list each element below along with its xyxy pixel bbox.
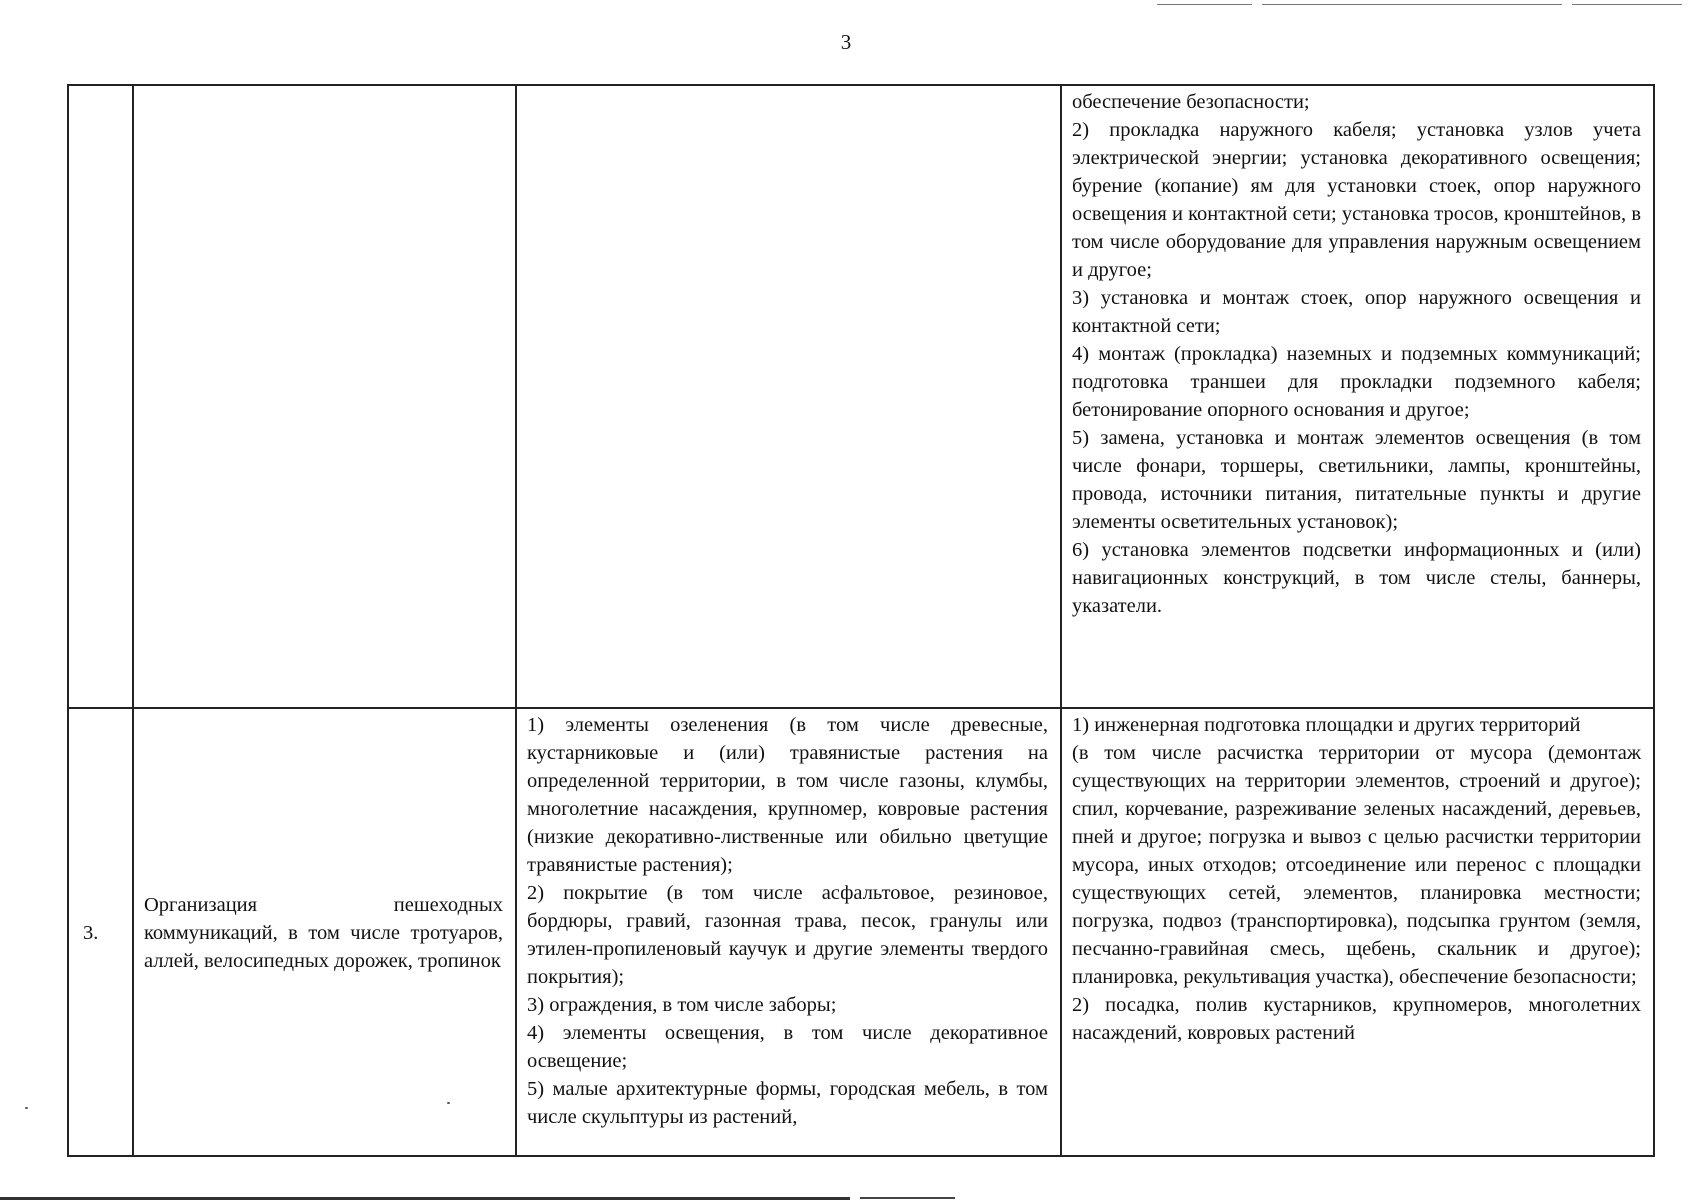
works-item: 6) установка элементов подсветки информационных и (или) навигационных конструкций, в том числе стелы, баннеры, указатели. (1072, 539, 1641, 617)
page-number: 3 (840, 30, 852, 54)
elements-item: 1) элементы озеленения (в том числе древесные, кустарниковые и (или) травянистые растения на определенной территории, в том числе газоны, клумбы, многолетние насаждения, крупномер, ковровые растения (низкие декоративно-лиственные или обильно цветущие травянистые растения); (527, 714, 1048, 876)
elements-item: 3) ограждения, в том числе заборы; (527, 994, 837, 1016)
elements-item: 5) малые архитектурные формы, городская мебель, в том числе скульптуры из растений, (527, 1078, 1048, 1128)
elements-item: 4) элементы освещения, в том числе декоративное освещение; (527, 1022, 1048, 1072)
scan-artifact-line (1262, 4, 1562, 5)
works-table (67, 84, 1655, 1157)
row-elements-cell (516, 85, 1061, 708)
row-name-cell: Организация пешеходных коммуникаций, в том числе тротуаров, аллей, велосипедных дорожек, тропинок (133, 708, 516, 1156)
works-item: (в том числе расчистка территории от мусора (демонтаж существующих на территории элементов, строений и другое); спил, корчевание, разреживание зеленых насаждений, деревьев, пней и другое; погрузка и вывоз с целью расчистки территории мусора, иных отходов; отсоединение или перенос с площадки существующих сетей, элементов, планировка местности; погрузка, подвоз (транспортировка), подсыпка грунтом (земля, песчанно-гравийная смесь, щебень, скальник и другое); планировка, рекультивация участка), обеспечение безопасности; (1072, 742, 1641, 988)
table-row (68, 708, 1654, 1156)
works-item: обеспечение безопасности; (1072, 91, 1310, 113)
scan-artifact-line (1572, 4, 1682, 5)
row-works-cell (1061, 708, 1654, 1156)
works-item: 5) замена, установка и монтаж элементов освещения (в том числе фонари, торшеры, светильники, лампы, кронштейны, провода, источники питания, питательные пункты и другие элементы осветительных установок); (1072, 427, 1641, 533)
scan-artifact-line (860, 1197, 955, 1199)
row-name-cell (133, 85, 516, 708)
works-item: 1) инженерная подготовка площадки и других территорий (1072, 714, 1581, 736)
row-elements-cell (516, 708, 1061, 1156)
scan-artifact-dot (25, 1107, 28, 1109)
table-row (68, 85, 1654, 708)
works-item: 4) монтаж (прокладка) наземных и подземных коммуникаций; подготовка траншеи для прокладки подземного кабеля; бетонирование опорного основания и другое; (1072, 343, 1641, 421)
works-item: 2) посадка, полив кустарников, крупномеров, многолетних насаждений, ковровых растений (1072, 994, 1641, 1044)
works-item: 2) прокладка наружного кабеля; установка узлов учета электрической энергии; установка декоративного освещения; бурение (копание) ям для установки стоек, опор наружного освещения и контактной сети; установка тросов, кронштейнов, в том числе оборудование для управления наружным освещением и другое; (1072, 119, 1641, 281)
row-works-cell (1061, 85, 1654, 708)
row-number-cell: 3. (68, 708, 133, 1156)
row-number-cell (68, 85, 133, 708)
works-item: 3) установка и монтаж стоек, опор наружного освещения и контактной сети; (1072, 287, 1641, 337)
elements-item: 2) покрытие (в том числе асфальтовое, резиновое, бордюры, гравий, газонная трава, песок, гранулы или этилен-пропиленовый каучук и другие элементы твердого покрытия); (527, 882, 1048, 988)
scan-artifact-line (1157, 4, 1252, 5)
